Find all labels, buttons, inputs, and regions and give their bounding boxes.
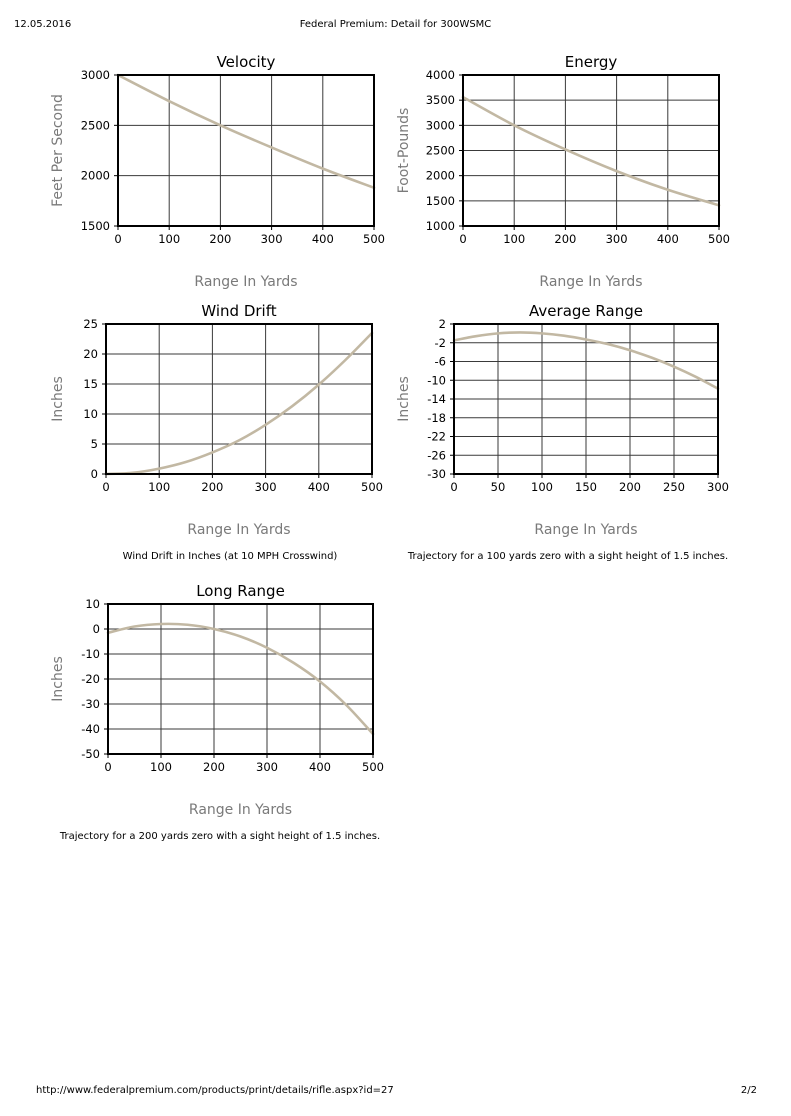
page-number: 2/2 <box>740 1085 757 1096</box>
x-tick-label: 0 <box>450 480 458 494</box>
x-axis-label: Range In Yards <box>194 274 298 290</box>
y-tick-label: -20 <box>81 672 100 686</box>
grid <box>108 604 373 754</box>
y-tick-label: -30 <box>427 467 446 481</box>
y-tick-label: 25 <box>83 317 98 331</box>
x-axis-label: Range In Yards <box>539 274 643 290</box>
y-tick-label: -6 <box>434 354 446 369</box>
y-tick-label: 10 <box>83 407 98 421</box>
velocity-chart <box>50 48 385 293</box>
y-tick-label: 3500 <box>425 93 455 108</box>
x-tick-label: 0 <box>102 480 110 494</box>
y-tick-label: -26 <box>427 448 446 463</box>
y-tick-label: 2000 <box>80 168 110 183</box>
grid <box>118 75 374 226</box>
y-tick-label: 10 <box>85 597 100 611</box>
x-tick-label: 400 <box>307 480 330 494</box>
x-tick-label: 500 <box>362 760 384 774</box>
x-tick-label: 100 <box>503 232 526 246</box>
y-tick-label: 3000 <box>80 68 110 82</box>
wind-drift-chart <box>50 297 383 542</box>
y-tick-label: -22 <box>427 429 446 444</box>
series-line <box>463 97 719 205</box>
y-tick-label: -40 <box>81 722 100 736</box>
x-tick-label: 300 <box>260 232 283 246</box>
chart-title: Wind Drift <box>201 302 277 320</box>
y-tick-label: 2500 <box>425 143 455 158</box>
chart-title: Average Range <box>529 302 643 320</box>
x-tick-label: 100 <box>158 232 181 246</box>
x-tick-label: 500 <box>708 232 730 246</box>
x-tick-label: 100 <box>148 480 171 494</box>
x-tick-label: 0 <box>104 760 112 774</box>
y-tick-label: -10 <box>427 373 446 388</box>
y-tick-label: 2000 <box>425 168 455 183</box>
x-tick-label: 300 <box>605 232 628 246</box>
x-axis-label: Range In Yards <box>187 522 291 538</box>
y-axis-label: Feet Per Second <box>50 94 66 207</box>
print-title: Federal Premium: Detail for 300WSMC <box>299 19 492 30</box>
x-tick-label: 200 <box>619 480 641 494</box>
long-range-chart <box>50 577 384 822</box>
x-tick-label: 400 <box>656 232 679 246</box>
wind-drift-caption: Wind Drift in Inches (at 10 MPH Crosswind) <box>122 551 338 562</box>
y-tick-label: 1500 <box>80 219 110 233</box>
y-tick-label: -10 <box>81 647 100 661</box>
print-date: 12.05.2016 <box>14 19 72 30</box>
y-tick-label: 2500 <box>80 118 110 133</box>
print-url: http://www.federalpremium.com/products/print/details/rifle.aspx?id=27 <box>36 1085 394 1096</box>
x-axis-label: Range In Yards <box>534 522 638 538</box>
x-tick-label: 200 <box>554 232 577 246</box>
grid <box>106 324 372 474</box>
x-tick-label: 500 <box>361 480 383 494</box>
y-tick-label: 5 <box>90 437 98 451</box>
series-line <box>118 75 374 188</box>
y-tick-label: 0 <box>92 622 100 636</box>
y-tick-label: -18 <box>427 410 446 425</box>
x-tick-label: 200 <box>209 232 232 246</box>
y-axis-label: Inches <box>50 656 66 702</box>
chart-title: Energy <box>564 53 618 71</box>
y-tick-label: -30 <box>81 697 100 711</box>
y-tick-label: -2 <box>434 335 446 350</box>
y-tick-label: 1500 <box>425 193 455 208</box>
y-tick-label: 0 <box>90 467 98 481</box>
y-tick-label: 3000 <box>425 118 455 133</box>
x-tick-label: 300 <box>256 760 278 774</box>
average-range-caption: Trajectory for a 100 yards zero with a sight height of 1.5 inches. <box>407 551 729 562</box>
x-tick-label: 0 <box>459 232 467 246</box>
plot-frame <box>118 75 374 226</box>
x-tick-label: 400 <box>309 760 331 774</box>
x-tick-label: 400 <box>311 232 334 246</box>
x-tick-label: 200 <box>201 480 224 494</box>
y-axis-label: Inches <box>396 376 412 422</box>
x-tick-label: 100 <box>150 760 172 774</box>
grid <box>463 75 719 226</box>
x-tick-label: 50 <box>490 480 506 494</box>
long-range-caption: Trajectory for a 200 yards zero with a sight height of 1.5 inches. <box>59 831 381 842</box>
y-tick-label: 1000 <box>425 219 455 233</box>
y-tick-label: -14 <box>427 392 446 406</box>
x-tick-label: 300 <box>707 480 729 494</box>
energy-chart <box>396 48 730 293</box>
x-axis-label: Range In Yards <box>188 802 293 818</box>
x-tick-label: 200 <box>203 760 225 774</box>
x-tick-label: 500 <box>363 232 385 246</box>
x-tick-label: 100 <box>531 480 553 494</box>
grid <box>454 324 718 474</box>
chart-title: Velocity <box>216 53 276 71</box>
x-tick-label: 300 <box>254 480 277 494</box>
x-tick-label: 0 <box>114 232 122 246</box>
x-tick-label: 250 <box>663 480 685 494</box>
y-axis-label: Inches <box>50 376 66 422</box>
y-tick-label: 2 <box>438 317 446 331</box>
y-tick-label: 15 <box>83 377 98 391</box>
y-tick-label: 4000 <box>425 68 455 82</box>
x-tick-label: 150 <box>575 480 597 494</box>
plot-frame <box>106 324 372 474</box>
y-tick-label: 20 <box>83 347 98 361</box>
y-tick-label: -50 <box>81 747 100 761</box>
average-range-chart <box>396 297 729 542</box>
y-axis-label: Foot-Pounds <box>396 107 412 194</box>
chart-title: Long Range <box>196 582 285 600</box>
